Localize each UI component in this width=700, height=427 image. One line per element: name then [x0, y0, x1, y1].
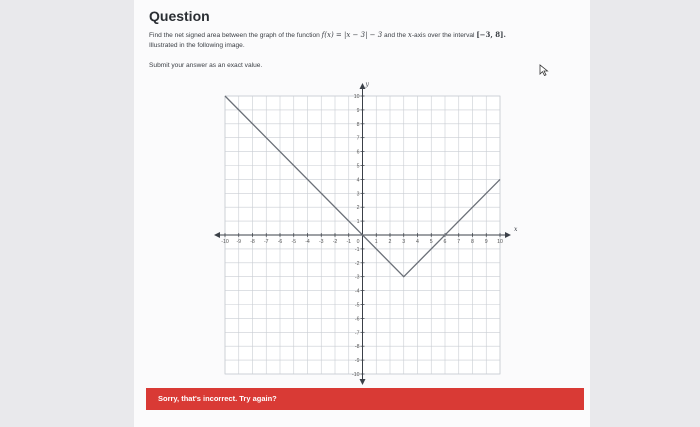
x-tick-label: 5 [429, 239, 433, 245]
y-tick-label: 6 [356, 149, 360, 156]
x-tick-label: -5 [291, 239, 297, 245]
question-text [149, 30, 579, 51]
y-tick-label: 1 [356, 219, 360, 226]
y-tick-label: 10 [353, 94, 360, 100]
x-tick-label: 2 [388, 239, 392, 245]
function-expression: f(x) = |x − 3| − 3 [321, 31, 383, 39]
x-tick-label: -10 [221, 239, 229, 245]
x-tick-label: 1 [374, 239, 378, 245]
y-tick-label: -8 [354, 344, 360, 351]
feedback-message: Sorry, that's incorrect. Try again? [158, 394, 277, 403]
x-tick-label: -8 [250, 239, 255, 245]
y-tick-label: 9 [356, 107, 360, 114]
y-tick-label: -1 [354, 246, 360, 253]
question-heading: Question [149, 8, 210, 24]
y-tick-label: 4 [356, 177, 360, 184]
x-tick-label: 3 [402, 239, 406, 245]
y-tick-label: 5 [356, 163, 360, 170]
question-text-part: and the [384, 32, 407, 39]
x-tick-label: -7 [263, 239, 269, 245]
y-tick-label: -4 [354, 288, 360, 295]
x-axis-arrow-right [505, 232, 511, 238]
x-axis-arrow-left [214, 232, 220, 238]
x-tick-label: -3 [318, 239, 324, 245]
feedback-banner [146, 388, 584, 410]
y-tick-label: -7 [354, 330, 360, 337]
y-tick-label: 8 [356, 121, 360, 128]
y-tick-label: -10 [352, 372, 360, 378]
question-text-part: -axis over the interval [411, 32, 475, 39]
axis-variable: x [407, 31, 412, 39]
x-tick-label: -6 [277, 239, 283, 245]
y-tick-label: 2 [356, 205, 360, 212]
y-tick-label: -5 [354, 302, 360, 309]
y-tick-label: -9 [354, 358, 360, 365]
x-tick-label: 8 [471, 239, 474, 245]
y-axis-label: y [365, 81, 369, 88]
question-text-part: Illustrated in the following image. [149, 42, 245, 49]
x-tick-label: 7 [457, 239, 461, 245]
x-tick-label: 9 [484, 239, 488, 245]
x-axis-label: x [514, 226, 518, 233]
y-axis-arrow-down [360, 379, 366, 385]
y-tick-label: -3 [354, 274, 360, 281]
x-tick-label: 10 [497, 239, 503, 245]
interval-value: [−3, 8]. [476, 30, 506, 39]
mouse-pointer-icon [539, 64, 549, 76]
x-tick-label: -9 [236, 239, 242, 245]
origin-label: 0 [356, 239, 360, 245]
question-text-part: Find the net signed area between the graph of the function [149, 32, 320, 39]
y-tick-label: 3 [356, 191, 360, 198]
y-tick-label: 7 [356, 135, 360, 142]
y-tick-label: -2 [354, 260, 360, 267]
x-tick-label: -4 [305, 239, 310, 245]
x-tick-label: -1 [346, 239, 352, 245]
function-graph [205, 78, 520, 386]
x-tick-label: 4 [416, 239, 419, 245]
x-tick-label: 6 [443, 239, 447, 245]
answer-instruction: Submit your answer as an exact value. [149, 62, 263, 69]
x-tick-label: -2 [332, 239, 338, 245]
y-tick-label: -6 [354, 316, 360, 323]
